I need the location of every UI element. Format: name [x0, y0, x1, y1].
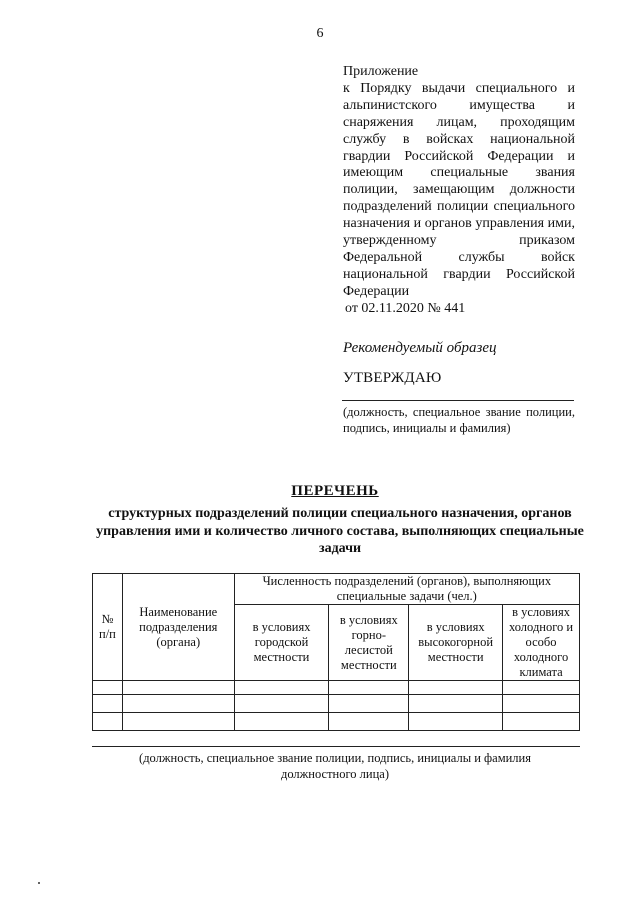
- header-group-strength: Численность подразделений (органов), выполняющих специальные задачи (чел.): [234, 574, 579, 605]
- header-high-mountain: в условиях высокогорной местности: [409, 605, 503, 681]
- table-cell: [409, 713, 503, 731]
- table-cell: [93, 695, 123, 713]
- table-cell: [122, 681, 234, 695]
- document-subtitle: структурных подразделений полиции специального назначения, органов управления ими и количество личного состава, выполняющих специальные задачи: [96, 506, 584, 556]
- table-row: [93, 681, 580, 695]
- table-cell: [329, 695, 409, 713]
- table-cell: [503, 695, 580, 713]
- page-number: 6: [316, 26, 324, 41]
- appendix-body: к Порядку выдачи специального и альпинистского имущества и снаряжения лицам, проходящим службу в войсках национальной гвардии Российской Федерации и имеющим специальные звания полиции, замещающим должности подразделений полиции специального назначения и органов управления ими, утвержденному приказом Федеральной службы войск национальной гвардии Российской Федерации: [343, 80, 575, 299]
- table-cell: [93, 681, 123, 695]
- appendix-date-number: от 02.11.2020 № 441: [345, 300, 466, 316]
- appendix-heading: Приложение: [343, 64, 419, 79]
- table-cell: [234, 713, 329, 731]
- table-cell: [234, 695, 329, 713]
- table-cell: [234, 681, 329, 695]
- table-cell: [409, 695, 503, 713]
- signature-line: [92, 746, 580, 747]
- signature-caption: (должность, специальное звание полиции, подпись, инициалы и фамилия должностного лица): [139, 751, 531, 781]
- header-mountain-forest: в условиях горно-лесистой местности: [329, 605, 409, 681]
- approval-signature-line: [342, 400, 574, 401]
- header-unit-name: Наименование подразделения (органа): [122, 574, 234, 681]
- table-cell: [93, 713, 123, 731]
- header-number: № п/п: [93, 574, 123, 681]
- appendix-block: [343, 64, 575, 318]
- table-row: [93, 713, 580, 731]
- units-table: [92, 573, 580, 731]
- table-cell: [329, 681, 409, 695]
- table-header-row: [93, 574, 580, 605]
- table-cell: [122, 713, 234, 731]
- sample-label: Рекомендуемый образец: [343, 340, 497, 356]
- header-cold-climate: в условиях холодного и особо холодного климата: [503, 605, 580, 681]
- scan-speck: [38, 882, 40, 884]
- approval-word: УТВЕРЖДАЮ: [343, 370, 442, 386]
- table-cell: [329, 713, 409, 731]
- table-cell: [503, 681, 580, 695]
- header-urban: в условиях городской местности: [234, 605, 329, 681]
- table-cell: [122, 695, 234, 713]
- table-cell: [409, 681, 503, 695]
- table-row: [93, 695, 580, 713]
- approval-caption: (должность, специальное звание полиции, подпись, инициалы и фамилия): [343, 405, 575, 435]
- document-title: ПЕРЕЧЕНЬ: [291, 483, 379, 499]
- table-cell: [503, 713, 580, 731]
